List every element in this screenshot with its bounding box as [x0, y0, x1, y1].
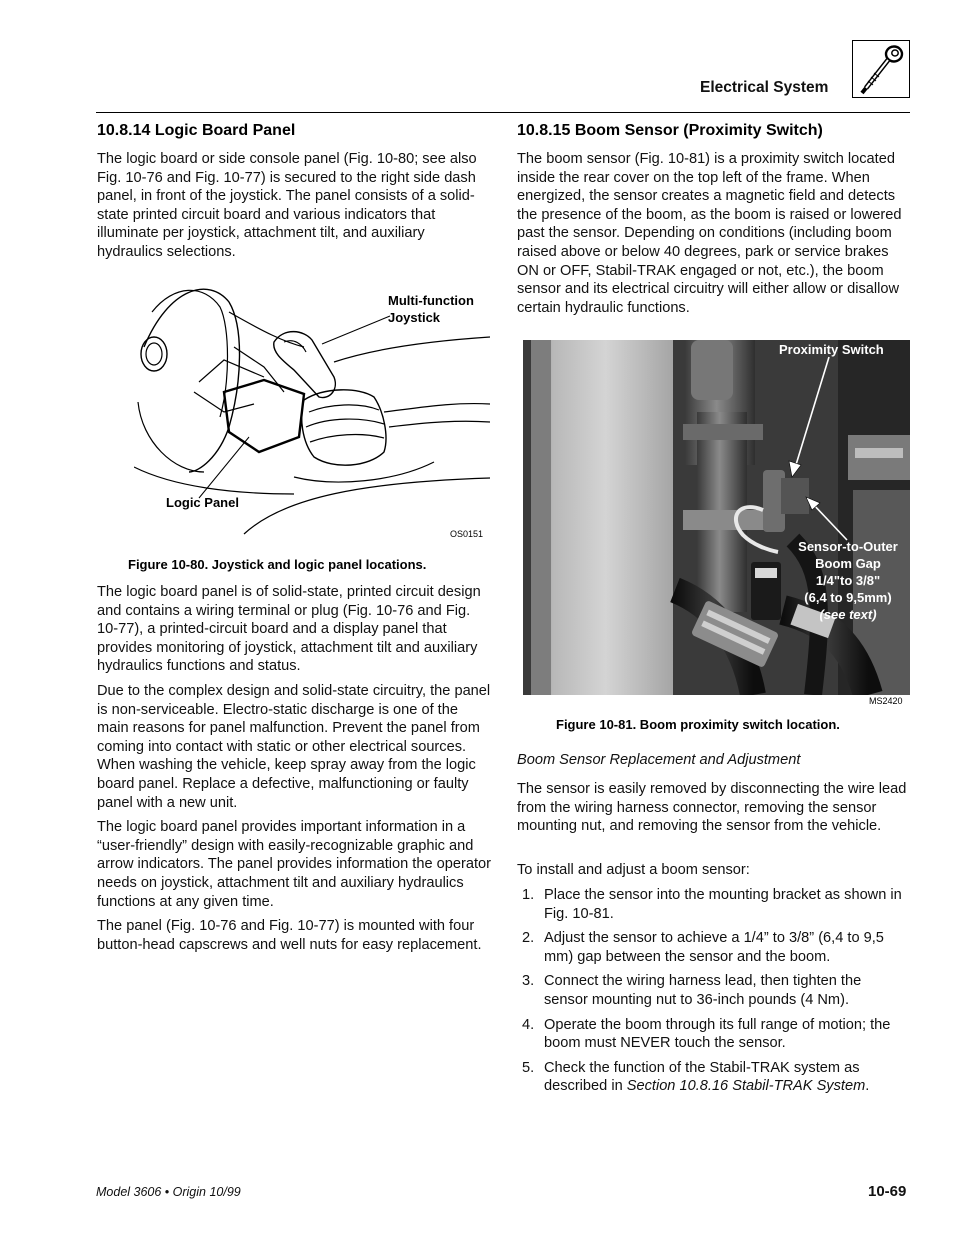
step-number: 4. [522, 1016, 535, 1033]
figure-80-code: OS0151 [450, 529, 484, 539]
step-text-end: . [865, 1078, 870, 1095]
figure-80-caption: Figure 10-80. Joystick and logic panel locations. [128, 557, 427, 572]
list-item [517, 1059, 909, 1096]
install-intro: To install and adjust a boom sensor: [517, 862, 750, 878]
logic-panel-label: Logic Panel [166, 495, 239, 510]
boom-sensor-title: 10.8.15 Boom Sensor (Proximity Switch) [517, 122, 823, 139]
logic-board-body [97, 583, 491, 954]
step-text: Adjust the sensor to achieve a 1/4” to 3/8” (6,4 to 9,5 mm) gap between the sensor and the boom. [544, 930, 884, 965]
paragraph: The logic board panel is of solid-state, printed circuit design and contains a wiring terminal or plug (Fig. 10-76 and Fig. 10-77), a printed-circuit board and a display panel that provides monitoring of joystick, attachment tilt and auxiliary hydraulics functions and status. [97, 584, 481, 675]
boom-sensor-intro: The boom sensor (Fig. 10-81) is a proximity switch located inside the rear cover on the top left of the frame. When energized, the sensor creates a magnetic field and detects the presence of the boom, as the boom is raised or lowered past the sensor. Depending on conditions (including boom raised above or below 40 degrees, park or service brakes ON or OFF, Stabil-TRAK engaged or not, etc.), the boom sensor and its electrical circuitry will either allow or disallow certain hydraulic functions. [517, 151, 902, 316]
step-text: Connect the wiring harness lead, then tighten the sensor mounting nut to 36-inch pounds (4 Nm). [544, 973, 862, 1008]
figure-81-code: MS2420 [869, 696, 903, 706]
step-text: Operate the boom through its full range of motion; the boom must NEVER touch the sensor. [544, 1016, 891, 1052]
page-number: 10-69 [868, 1183, 907, 1200]
proximity-switch-label: Proximity Switch [779, 342, 884, 357]
paragraph: Due to the complex design and solid-state circuitry, the panel is non-serviceable. Electro-static discharge is one of the main reasons for panel malfunction. Prevent the panel from coming into contact with static or other electrical sources. When washing the vehicle, keep spray away from the logic board panel. Replace a defective, malfunctioning or faulty panel with a new unit. [97, 682, 491, 811]
header-rule [96, 112, 910, 113]
list-item [517, 886, 909, 923]
footer-model: Model 3606 • Origin 10/99 [96, 1185, 241, 1199]
step-number: 5. [522, 1059, 535, 1076]
paragraph: The logic board panel provides important information in a “user-friendly” design with easily-recognizable graphic and arrow indicators. The panel provides information the operator needs on joystick, attachment tilt and auxiliary hydraulics functions at any given time. [97, 819, 491, 910]
step-text: Check the function of the Stabil-TRAK system as described in [544, 1059, 860, 1095]
list-item [517, 1016, 909, 1053]
install-steps [517, 886, 909, 1102]
header-section-name: Electrical System [700, 79, 829, 96]
replacement-paragraph: The sensor is easily removed by disconnecting the wire lead from the wiring harness connector, removing the sensor mounting nut, and removing the sensor from the vehicle. [517, 781, 907, 835]
list-item [517, 929, 909, 966]
logic-board-intro: The logic board or side console panel (Fig. 10-80; see also Fig. 10-76 and Fig. 10-77) is secured to the right side dash panel, in front of the joystick. The panel consists of a solid-state printed circuit board and various indicators that illuminate per joystick, attachment tilt, and auxiliary hydraulics selections. [97, 151, 477, 260]
section-reference: Section 10.8.16 Stabil-TRAK System [626, 1078, 866, 1095]
replacement-subheading: Boom Sensor Replacement and Adjustment [517, 752, 801, 768]
figure-81-caption: Figure 10-81. Boom proximity switch location. [556, 717, 840, 732]
step-number: 3. [522, 973, 535, 990]
logic-board-title: 10.8.14 Logic Board Panel [97, 122, 296, 139]
list-item [517, 972, 909, 1009]
step-number: 1. [522, 887, 535, 903]
boom-gap-label: Sensor-to-Outer Boom Gap 1/4"to 3/8" (6,4 to 9,5mm) (see text) [798, 539, 898, 622]
paragraph: The panel (Fig. 10-76 and Fig. 10-77) is mounted with four button-head capscrews and well nuts for easy replacement. [97, 918, 482, 953]
step-text: Place the sensor into the mounting bracket as shown in Fig. 10-81. [544, 887, 902, 922]
joystick-label: Multi-function Joystick [388, 293, 474, 325]
wrench-icon [852, 40, 910, 98]
step-number: 2. [522, 930, 535, 947]
proximity-switch-photo [523, 340, 910, 695]
